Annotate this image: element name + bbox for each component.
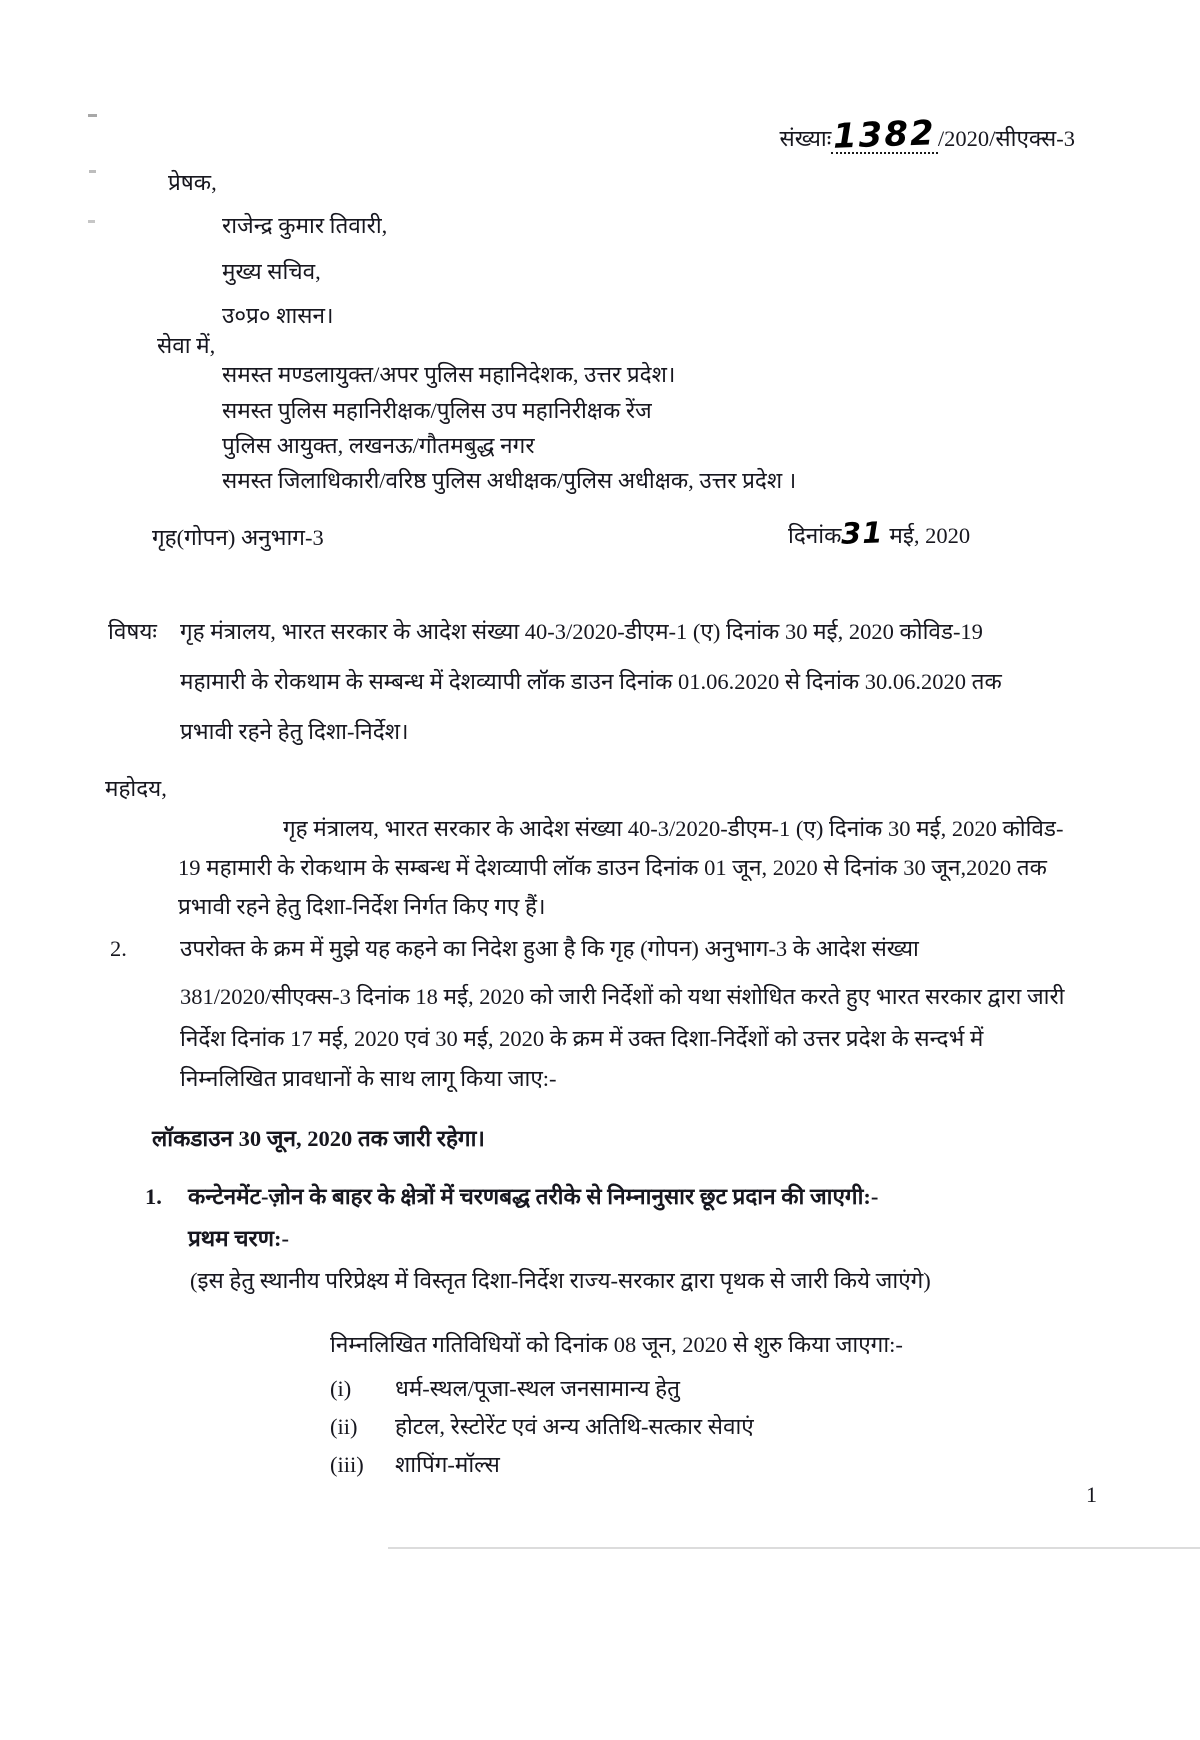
activities-intro: निम्नलिखित गतिविधियों को दिनांक 08 जून, 2020 से शुरु किया जाएगा:-: [330, 1332, 903, 1357]
body-paragraph-1-line: 19 महामारी के रोकथाम के सम्बन्ध में देशव्यापी लॉक डाउन दिनांक 01 जून, 2020 से दिनांक 30 जून,2020 तक: [178, 855, 1047, 880]
sender-line: मुख्य सचिव,: [222, 259, 321, 284]
scan-artifact: [89, 170, 96, 173]
recipients-label: सेवा में,: [157, 333, 216, 358]
point-1-text: कन्टेनमेंट-ज़ोन के बाहर के क्षेत्रों में चरणबद्ध तरीके से निम्नानुसार छूट प्रदान की जाएगी:-: [188, 1184, 879, 1209]
phase-1-heading: प्रथम चरण:-: [188, 1226, 290, 1251]
body-paragraph-2-line: निम्नलिखित प्रावधानों के साथ लागू किया जाए:-: [180, 1066, 557, 1091]
body-paragraph-2-line: निर्देश दिनांक 17 मई, 2020 एवं 30 मई, 2020 के क्रम में उक्त दिशा-निर्देशों को उत्तर प्रदेश के सन्दर्भ में: [180, 1026, 984, 1051]
body-paragraph-2-line: उपरोक्त के क्रम में मुझे यह कहने का निदेश हुआ है कि गृह (गोपन) अनुभाग-3 के आदेश संख्या: [180, 936, 919, 961]
recipient-line: पुलिस आयुक्त, लखनऊ/गौतमबुद्ध नगर: [222, 433, 535, 458]
list-item-marker: (iii): [330, 1452, 364, 1477]
list-item-marker: (ii): [330, 1414, 358, 1439]
salutation: महोदय,: [105, 776, 167, 801]
subject-line: प्रभावी रहने हेतु दिशा-निर्देश।: [180, 719, 409, 744]
list-item-text: धर्म-स्थल/पूजा-स्थल जनसामान्य हेतु: [395, 1376, 680, 1401]
lockdown-heading: लॉकडाउन 30 जून, 2020 तक जारी रहेगा।: [152, 1126, 485, 1151]
sender-line: राजेन्द्र कुमार तिवारी,: [222, 213, 388, 238]
body-paragraph-1-line: गृह मंत्रालय, भारत सरकार के आदेश संख्या 40-3/2020-डीएम-1 (ए) दिनांक 30 मई, 2020 कोविड-: [283, 816, 1064, 841]
date-line: [788, 515, 971, 553]
ref-suffix: /2020/सीएक्स-3: [937, 126, 1075, 151]
recipient-line: समस्त पुलिस महानिरीक्षक/पुलिस उप महानिरीक्षक रेंज: [222, 398, 652, 423]
subject-label: विषयः: [108, 619, 157, 644]
date-rest: मई, 2020: [889, 523, 971, 548]
bottom-scan-line: [388, 1547, 1200, 1549]
sender-line: उ०प्र० शासन।: [222, 303, 334, 328]
date-label: दिनांक: [788, 523, 842, 548]
list-item-marker: (i): [330, 1376, 352, 1401]
ref-dotted-underline: [831, 113, 938, 157]
ref-label: संख्याः: [779, 126, 832, 151]
handwritten-ref-number: 1382: [832, 113, 937, 157]
para2-number: 2.: [110, 936, 127, 961]
recipient-line: समस्त जिलाधिकारी/वरिष्ठ पुलिस अधीक्षक/पुलिस अधीक्षक, उत्तर प्रदेश ।: [222, 468, 797, 493]
subject-line: महामारी के रोकथाम के सम्बन्ध में देशव्यापी लॉक डाउन दिनांक 01.06.2020 से दिनांक 30.06.2020 तक: [180, 669, 1002, 694]
subject-line: गृह मंत्रालय, भारत सरकार के आदेश संख्या 40-3/2020-डीएम-1 (ए) दिनांक 30 मई, 2020 कोविड-19: [180, 619, 983, 644]
body-paragraph-2-line: 381/2020/सीएक्स-3 दिनांक 18 मई, 2020 को जारी निर्देशों को यथा संशोधित करते हुए भारत सरकार द्वारा जारी: [180, 984, 1065, 1009]
handwritten-date-day: 31: [840, 515, 885, 551]
list-item-text: होटल, रेस्टोरेंट एवं अन्य अतिथि-सत्कार सेवाएं: [395, 1414, 754, 1439]
body-paragraph-1-line: प्रभावी रहने हेतु दिशा-निर्देश निर्गत किए गए हैं।: [178, 894, 546, 919]
sender-label: प्रेषक,: [168, 170, 217, 195]
page-number: 1: [1086, 1482, 1097, 1507]
recipient-line: समस्त मण्डलायुक्त/अपर पुलिस महानिदेशक, उत्तर प्रदेश।: [222, 362, 676, 387]
phase-1-note: (इस हेतु स्थानीय परिप्रेक्ष्य में विस्तृत दिशा-निर्देश राज्य-सरकार द्वारा पृथक से जारी किये जाएंगे): [190, 1268, 931, 1293]
ref-number-line: [779, 113, 1075, 157]
scan-artifact: [88, 114, 97, 117]
point-1-number: 1.: [145, 1184, 162, 1209]
dept-section: गृह(गोपन) अनुभाग-3: [152, 525, 324, 550]
scan-artifact: [88, 220, 95, 223]
list-item-text: शापिंग-मॉल्स: [395, 1452, 500, 1477]
